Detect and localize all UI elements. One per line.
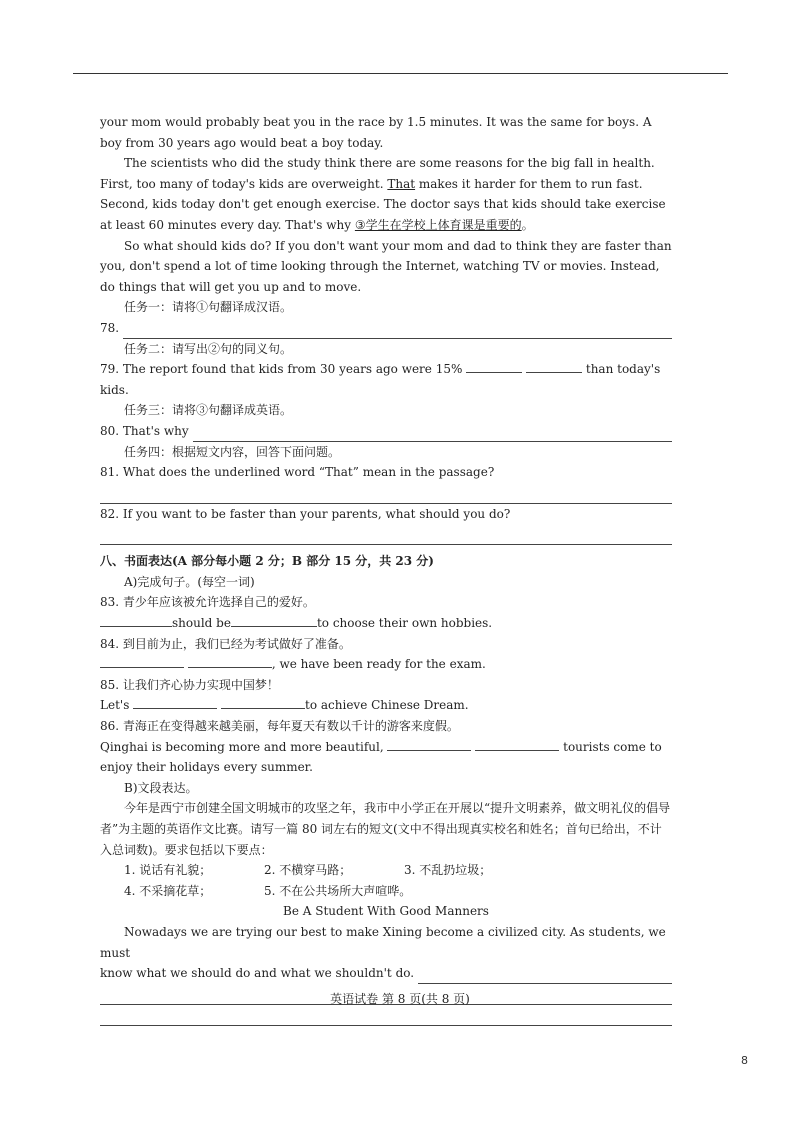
- question-82: 82. If you want to be faster than your parents, what should you do?: [100, 506, 511, 521]
- section-8-heading: 八、书面表达(A 部分每小题 2 分；B 部分 15 分，共 23 分): [100, 554, 434, 569]
- q81-answer-line[interactable]: [100, 483, 672, 504]
- question-80: [100, 421, 672, 442]
- q86-start: Qinghai is becoming more and more beautiful,: [100, 739, 384, 754]
- point-1: 1. 说话有礼貌；: [124, 863, 212, 878]
- q84-blank-2[interactable]: [188, 654, 272, 668]
- q84-blank-1[interactable]: [100, 654, 184, 668]
- essay-first-line: Nowadays we are trying our best to make Xining become a civilized city. As students, we must: [100, 924, 666, 960]
- q85-end: to achieve Chinese Dream.: [305, 698, 469, 713]
- question-78: [100, 318, 672, 339]
- task-3-label: 任务三：请将③句翻译成英语。: [124, 403, 293, 418]
- part-b-label: B)文段表达。: [124, 780, 198, 795]
- essay-title: Be A Student With Good Manners: [283, 904, 489, 919]
- q85-chinese: 85. 让我们齐心协力实现中国梦！: [100, 677, 279, 692]
- task-4-label: 任务四：根据短文内容，回答下面问题。: [124, 444, 341, 459]
- essay-second-line: [100, 963, 672, 984]
- q86-english: [100, 737, 672, 758]
- question-79: [100, 359, 672, 400]
- q86-blank-1[interactable]: [387, 737, 471, 751]
- q83-chinese: 83. 青少年应该被允许选择自己的爱好。: [100, 595, 315, 610]
- p2-text-b: makes it harder for them to run fast. Second, kids today don't get enough exercise. The doctor says that kids should take exercise at least 60 minutes every day. That's why: [100, 176, 666, 232]
- q86-end: tourists come to: [563, 739, 662, 754]
- point-3: 3. 不乱扔垃圾；: [404, 863, 492, 878]
- passage-paragraph-2: [100, 153, 672, 235]
- passage-paragraph-3: So what should kids do? If you don't want your mom and dad to think they are faster than you, don't spend a lot of time looking through the Internet, watching TV or movies. Instead, do things that will get you up and to move.: [100, 238, 672, 294]
- q83-blank-2[interactable]: [231, 613, 317, 627]
- q85-start: Let's: [100, 698, 130, 713]
- exam-page: [100, 112, 672, 1026]
- q86-blank-2[interactable]: [475, 737, 559, 751]
- point-4: 4. 不采摘花草；: [124, 883, 212, 898]
- p2-text-d: 。: [521, 217, 534, 232]
- question-81: 81. What does the underlined word “That” mean in the passage?: [100, 465, 495, 480]
- part-b-instructions: 今年是西宁市创建全国文明城市的攻坚之年，我市中小学正在开展以“提升文明素养，做文明礼仪的倡导者”为主题的英语作文比赛。请写一篇 80 词左右的短文(文中不得出现真实校名和姓名；首句已给出，不计入总词数)。要求包括以下要点：: [100, 801, 671, 857]
- page-number: 8: [741, 1054, 748, 1067]
- page-footer: 英语试卷 第 8 页(共 8 页): [330, 992, 470, 1006]
- task-2-label: 任务二：请写出②句的同义句。: [124, 341, 293, 356]
- p2-text-a: The scientists who did the study think there are some reasons for the big fall in health. First, too many of today's kids are overweight.: [100, 156, 655, 191]
- q80-text: 80. That's why: [100, 423, 189, 438]
- q79-blank-1[interactable]: [466, 359, 522, 373]
- q84-end: , we have been ready for the exam.: [271, 657, 486, 672]
- top-rule: [73, 73, 728, 74]
- q83-mid: should be: [172, 616, 231, 631]
- q78-number: 78.: [100, 320, 120, 335]
- sentence-3-underlined: ③学生在学校上体育课是重要的: [354, 217, 522, 232]
- essay-answer-line-1[interactable]: [418, 969, 672, 984]
- q84-chinese: 84. 到目前为止，我们已经为考试做好了准备。: [100, 636, 351, 651]
- q85-english: [100, 695, 672, 716]
- q79-text-b: than today's kids.: [100, 362, 661, 397]
- point-2: 2. 不横穿马路；: [264, 863, 352, 878]
- q83-blank-1[interactable]: [100, 613, 172, 627]
- task-1-label: 任务一：请将①句翻译成汉语。: [124, 300, 293, 315]
- key-points-row-2: [100, 881, 672, 902]
- q85-blank-2[interactable]: [221, 695, 305, 709]
- underlined-that: That: [387, 176, 416, 191]
- q78-answer-line[interactable]: [123, 324, 672, 339]
- q86-english-cont: enjoy their holidays every summer.: [100, 760, 313, 775]
- q79-blank-2[interactable]: [526, 359, 582, 373]
- q80-answer-line[interactable]: [193, 427, 672, 442]
- q85-blank-1[interactable]: [133, 695, 217, 709]
- key-points-row-1: [100, 860, 672, 881]
- point-5: 5. 不在公共场所大声喧哗。: [264, 883, 412, 898]
- q79-text-a: 79. The report found that kids from 30 years ago were 15%: [100, 362, 463, 377]
- q82-answer-line[interactable]: [100, 524, 672, 545]
- part-a-label: A)完成句子。(每空一词): [124, 574, 255, 589]
- passage-paragraph-1: your mom would probably beat you in the race by 1.5 minutes. It was the same for boys. A boy from 30 years ago would beat a boy today.: [100, 115, 652, 150]
- q83-english: [100, 613, 672, 634]
- q86-chinese: 86. 青海正在变得越来越美丽，每年夏天有数以千计的游客来度假。: [100, 719, 459, 734]
- essay-answer-line-3[interactable]: [100, 1005, 672, 1026]
- essay-given-sentence: know what we should do and what we shouldn't do.: [100, 966, 415, 981]
- q83-end: to choose their own hobbies.: [316, 616, 493, 631]
- q84-english: [100, 654, 672, 675]
